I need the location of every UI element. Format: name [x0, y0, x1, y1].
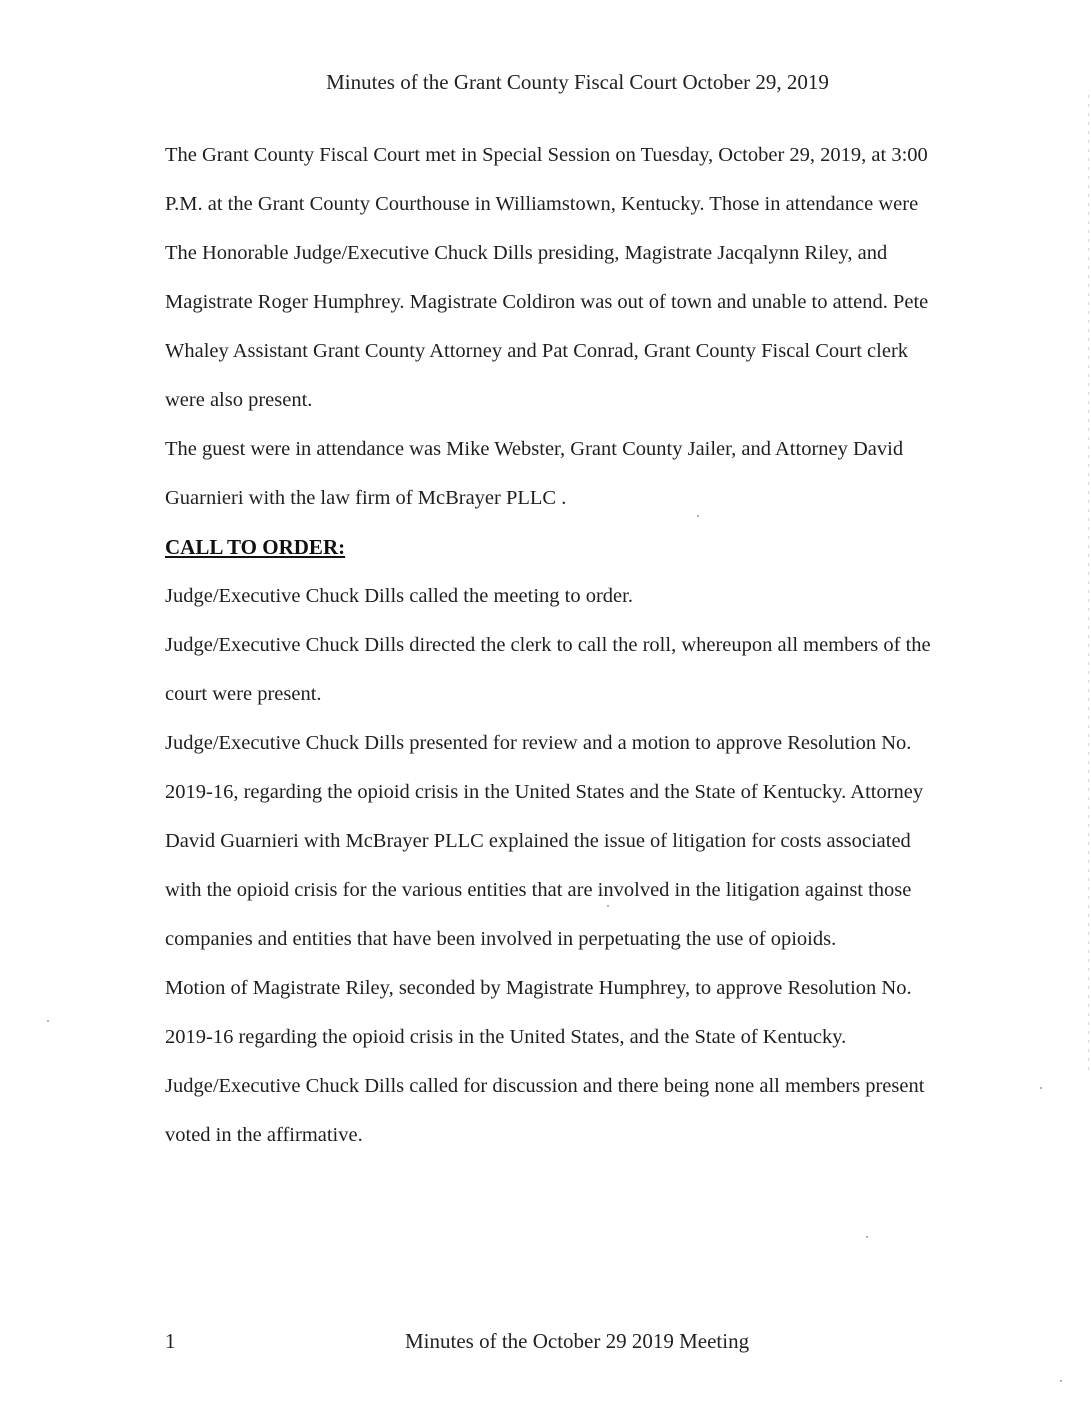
intro-paragraph-attendance: The Grant County Fiscal Court met in Special Session on Tuesday, October 29, 2019, at 3:00 P.M. at the Grant County Courthouse in Williamstown, Kentucky. Those in attendance were The Honorable Judge/Executive Chuck Dills presiding, Magistrate Jacqalynn Riley, and Magistrate Roger Humphrey. Magistrate Coldiron was out of town and unable to attend. Pete Whaley Assistant Grant County Attorney and Pat Conrad, Grant County Fiscal Court clerk were also present. [165, 144, 929, 411]
scan-speck [1040, 1087, 1042, 1089]
scan-speck [697, 515, 699, 517]
scan-speck [866, 1236, 868, 1238]
paragraph-vote: Judge/Executive Chuck Dills called for discussion and there being none all members present voted in the affirmative. [165, 1075, 925, 1146]
paragraph-motion: Motion of Magistrate Riley, seconded by Magistrate Humphrey, to approve Resolution No. 2019-16 regarding the opioid crisis in the United States, and the State of Kentucky. [165, 977, 912, 1048]
scan-edge-artifact [1088, 95, 1089, 1075]
scan-speck [1060, 1380, 1062, 1382]
footer-title: Minutes of the October 29 2019 Meeting [405, 1329, 750, 1353]
document-body [165, 131, 945, 1160]
footer-page-number: 1 [165, 1329, 176, 1353]
page-footer [0, 1326, 1091, 1356]
paragraph-called-to-order: Judge/Executive Chuck Dills called the meeting to order. [165, 585, 633, 607]
paragraph-roll-call: Judge/Executive Chuck Dills directed the clerk to call the roll, whereupon all members of the court were present. [165, 634, 931, 705]
section-heading-call-to-order: CALL TO ORDER: [165, 535, 346, 559]
page-header-title: Minutes of the Grant County Fiscal Court October 29, 2019 [326, 70, 829, 94]
paragraph-resolution-presentation: Judge/Executive Chuck Dills presented for review and a motion to approve Resolution No. 2019-16, regarding the opioid crisis in the United States and the State of Kentucky. Attorney David Guarnieri with McBrayer PLLC explained the issue of litigation for costs associated with the opioid crisis for the various entities that are involved in the litigation against those companies and entities that have been involved in perpetuating the use of opioids. [165, 732, 924, 950]
scan-speck [607, 905, 609, 907]
scan-speck [47, 1020, 49, 1022]
intro-paragraph-guests: The guest were in attendance was Mike Webster, Grant County Jailer, and Attorney David Guarnieri with the law firm of McBrayer PLLC . [165, 438, 904, 509]
